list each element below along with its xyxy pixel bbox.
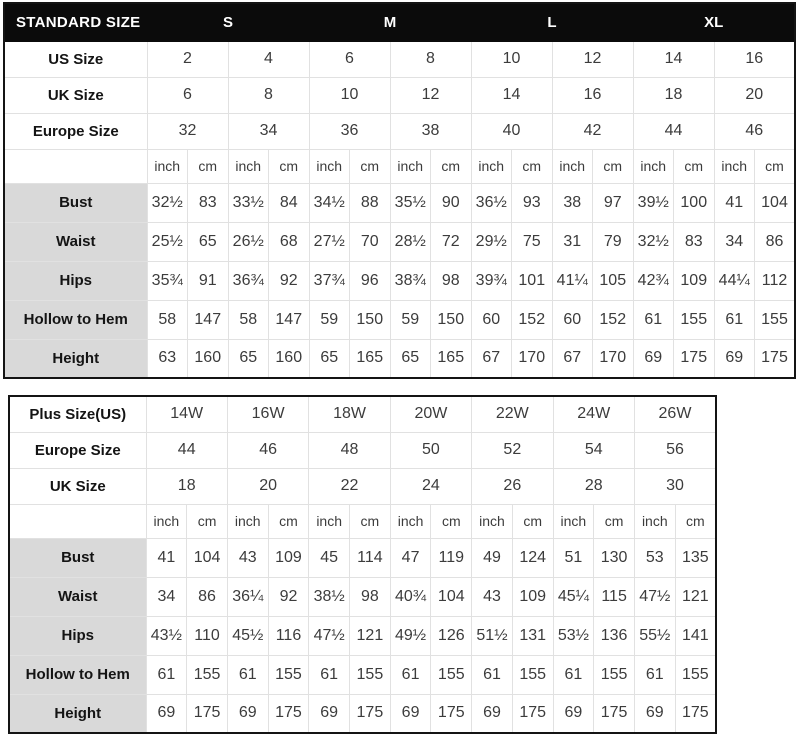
measurement-value-cell: 36½ xyxy=(471,183,512,222)
measurement-value-cell: 112 xyxy=(755,261,796,300)
measurement-value-cell: 104 xyxy=(187,538,228,577)
unit-cm: cm xyxy=(593,149,634,183)
measurement-value-cell: 61 xyxy=(227,655,268,694)
row-label-height: Height xyxy=(9,694,146,733)
measurement-value-cell: 43½ xyxy=(146,616,187,655)
size-value-cell: 52 xyxy=(472,432,553,468)
measurement-value-cell: 93 xyxy=(512,183,553,222)
measurement-value-cell: 47½ xyxy=(309,616,350,655)
measurement-value-cell: 45½ xyxy=(227,616,268,655)
row-label-height: Height xyxy=(4,339,147,378)
size-value-cell: 8 xyxy=(390,41,471,77)
row-label-hollow-to-hem: Hollow to Hem xyxy=(9,655,146,694)
measurement-value-cell: 61 xyxy=(146,655,187,694)
unit-inch: inch xyxy=(390,149,431,183)
row-label-us-size: US Size xyxy=(4,41,147,77)
measurement-value-cell: 32½ xyxy=(633,222,674,261)
measurement-value-cell: 101 xyxy=(512,261,553,300)
size-value-cell: 4 xyxy=(228,41,309,77)
measurement-value-cell: 165 xyxy=(431,339,472,378)
size-value-cell: 6 xyxy=(309,41,390,77)
unit-inch: inch xyxy=(147,149,188,183)
measurement-value-cell: 105 xyxy=(593,261,634,300)
size-value-cell: 20 xyxy=(227,468,308,504)
unit-row-spacer xyxy=(9,504,146,538)
measurement-value-cell: 96 xyxy=(350,261,391,300)
size-row-uk-size xyxy=(9,468,716,504)
size-row-us-size xyxy=(4,41,795,77)
measurement-value-cell: 69 xyxy=(227,694,268,733)
unit-inch: inch xyxy=(472,504,513,538)
measurement-value-cell: 135 xyxy=(675,538,716,577)
measurement-value-cell: 141 xyxy=(675,616,716,655)
size-value-cell: 18 xyxy=(633,77,714,113)
measurement-value-cell: 37¾ xyxy=(309,261,350,300)
measurement-value-cell: 170 xyxy=(593,339,634,378)
measurement-value-cell: 75 xyxy=(512,222,553,261)
size-value-cell: 26 xyxy=(472,468,553,504)
measurement-value-cell: 98 xyxy=(431,261,472,300)
unit-cm: cm xyxy=(755,149,796,183)
measurement-value-cell: 115 xyxy=(594,577,635,616)
measurement-value-cell: 40¾ xyxy=(390,577,431,616)
measurement-value-cell: 69 xyxy=(634,694,675,733)
measurement-value-cell: 35¾ xyxy=(147,261,188,300)
size-value-cell: 56 xyxy=(634,432,716,468)
measurement-value-cell: 175 xyxy=(512,694,553,733)
measurement-value-cell: 47½ xyxy=(634,577,675,616)
measurement-value-cell: 170 xyxy=(512,339,553,378)
unit-cm: cm xyxy=(187,504,228,538)
measurement-value-cell: 61 xyxy=(553,655,594,694)
unit-inch: inch xyxy=(633,149,674,183)
measurement-value-cell: 59 xyxy=(309,300,350,339)
size-value-cell: 12 xyxy=(390,77,471,113)
size-value-cell: 14W xyxy=(146,396,227,432)
size-group-xl: XL xyxy=(633,3,795,41)
measurement-value-cell: 116 xyxy=(268,616,309,655)
measurement-row-bust xyxy=(9,538,716,577)
measurement-value-cell: 41¼ xyxy=(552,261,593,300)
size-value-cell: 38 xyxy=(390,113,471,149)
size-value-cell: 26W xyxy=(634,396,716,432)
measurement-row-waist xyxy=(9,577,716,616)
size-value-cell: 20W xyxy=(390,396,471,432)
unit-cm: cm xyxy=(268,504,309,538)
measurement-value-cell: 175 xyxy=(268,694,309,733)
row-label-bust: Bust xyxy=(9,538,146,577)
measurement-value-cell: 69 xyxy=(146,694,187,733)
measurement-value-cell: 152 xyxy=(512,300,553,339)
measurement-value-cell: 175 xyxy=(755,339,796,378)
measurement-value-cell: 97 xyxy=(593,183,634,222)
measurement-value-cell: 72 xyxy=(431,222,472,261)
unit-cm: cm xyxy=(350,504,391,538)
measurement-value-cell: 49½ xyxy=(390,616,431,655)
measurement-value-cell: 155 xyxy=(674,300,715,339)
size-value-cell: 32 xyxy=(147,113,228,149)
measurement-value-cell: 160 xyxy=(269,339,310,378)
measurement-value-cell: 175 xyxy=(431,694,472,733)
size-value-cell: 24 xyxy=(390,468,471,504)
measurement-value-cell: 175 xyxy=(674,339,715,378)
measurement-value-cell: 114 xyxy=(350,538,391,577)
unit-cm: cm xyxy=(512,504,553,538)
measurement-value-cell: 83 xyxy=(188,183,229,222)
measurement-value-cell: 175 xyxy=(675,694,716,733)
row-label-uk-size: UK Size xyxy=(4,77,147,113)
measurement-value-cell: 121 xyxy=(350,616,391,655)
measurement-row-hollow-to-hem xyxy=(4,300,795,339)
measurement-value-cell: 131 xyxy=(512,616,553,655)
measurement-value-cell: 152 xyxy=(593,300,634,339)
measurement-value-cell: 65 xyxy=(390,339,431,378)
measurement-value-cell: 104 xyxy=(431,577,472,616)
measurement-value-cell: 61 xyxy=(634,655,675,694)
measurement-value-cell: 63 xyxy=(147,339,188,378)
size-value-cell: 10 xyxy=(471,41,552,77)
measurement-row-hollow-to-hem xyxy=(9,655,716,694)
size-value-cell: 18 xyxy=(146,468,227,504)
measurement-value-cell: 58 xyxy=(228,300,269,339)
measurement-value-cell: 61 xyxy=(472,655,513,694)
measurement-value-cell: 150 xyxy=(350,300,391,339)
measurement-value-cell: 69 xyxy=(714,339,755,378)
measurement-value-cell: 29½ xyxy=(471,222,512,261)
measurement-value-cell: 45 xyxy=(309,538,350,577)
measurement-value-cell: 68 xyxy=(269,222,310,261)
measurement-value-cell: 45¼ xyxy=(553,577,594,616)
unit-cm: cm xyxy=(188,149,229,183)
measurement-value-cell: 42¾ xyxy=(633,261,674,300)
unit-header-row xyxy=(4,149,795,183)
measurement-value-cell: 41 xyxy=(714,183,755,222)
size-value-cell: 18W xyxy=(309,396,390,432)
measurement-row-waist xyxy=(4,222,795,261)
size-value-cell: 44 xyxy=(146,432,227,468)
size-value-cell: 6 xyxy=(147,77,228,113)
size-value-cell: 46 xyxy=(227,432,308,468)
measurement-value-cell: 83 xyxy=(674,222,715,261)
measurement-value-cell: 65 xyxy=(188,222,229,261)
size-value-cell: 34 xyxy=(228,113,309,149)
measurement-value-cell: 136 xyxy=(594,616,635,655)
size-value-cell: 16W xyxy=(227,396,308,432)
unit-inch: inch xyxy=(227,504,268,538)
size-value-cell: 8 xyxy=(228,77,309,113)
measurement-value-cell: 109 xyxy=(674,261,715,300)
measurement-value-cell: 92 xyxy=(269,261,310,300)
measurement-value-cell: 104 xyxy=(755,183,796,222)
measurement-value-cell: 160 xyxy=(188,339,229,378)
measurement-value-cell: 88 xyxy=(350,183,391,222)
size-value-cell: 22W xyxy=(472,396,553,432)
measurement-value-cell: 110 xyxy=(187,616,228,655)
measurement-value-cell: 38½ xyxy=(309,577,350,616)
size-value-cell: 20 xyxy=(714,77,795,113)
table-title: STANDARD SIZE xyxy=(4,3,147,41)
row-label-hips: Hips xyxy=(4,261,147,300)
measurement-value-cell: 69 xyxy=(472,694,513,733)
measurement-value-cell: 86 xyxy=(187,577,228,616)
size-value-cell: 14 xyxy=(471,77,552,113)
measurement-value-cell: 155 xyxy=(187,655,228,694)
size-group-m: M xyxy=(309,3,471,41)
measurement-value-cell: 84 xyxy=(269,183,310,222)
unit-inch: inch xyxy=(471,149,512,183)
unit-inch: inch xyxy=(552,149,593,183)
row-label-waist: Waist xyxy=(9,577,146,616)
size-row-europe-size xyxy=(4,113,795,149)
size-group-header-row xyxy=(4,3,795,41)
measurement-value-cell: 126 xyxy=(431,616,472,655)
measurement-value-cell: 34½ xyxy=(309,183,350,222)
size-value-cell: 50 xyxy=(390,432,471,468)
measurement-value-cell: 61 xyxy=(633,300,674,339)
measurement-value-cell: 155 xyxy=(675,655,716,694)
row-label-europe-size: Europe Size xyxy=(9,432,146,468)
measurement-value-cell: 69 xyxy=(309,694,350,733)
measurement-value-cell: 130 xyxy=(594,538,635,577)
measurement-value-cell: 69 xyxy=(390,694,431,733)
unit-cm: cm xyxy=(431,149,472,183)
measurement-value-cell: 41 xyxy=(146,538,187,577)
unit-cm: cm xyxy=(675,504,716,538)
measurement-row-height xyxy=(9,694,716,733)
unit-inch: inch xyxy=(146,504,187,538)
measurement-value-cell: 60 xyxy=(471,300,512,339)
measurement-value-cell: 51 xyxy=(553,538,594,577)
measurement-value-cell: 39¾ xyxy=(471,261,512,300)
measurement-value-cell: 31 xyxy=(552,222,593,261)
measurement-value-cell: 43 xyxy=(227,538,268,577)
measurement-value-cell: 67 xyxy=(552,339,593,378)
row-label-bust: Bust xyxy=(4,183,147,222)
measurement-value-cell: 67 xyxy=(471,339,512,378)
measurement-value-cell: 70 xyxy=(350,222,391,261)
size-value-cell: 48 xyxy=(309,432,390,468)
measurement-value-cell: 38 xyxy=(552,183,593,222)
measurement-row-height xyxy=(4,339,795,378)
measurement-value-cell: 55½ xyxy=(634,616,675,655)
measurement-value-cell: 147 xyxy=(188,300,229,339)
measurement-value-cell: 98 xyxy=(350,577,391,616)
measurement-value-cell: 69 xyxy=(553,694,594,733)
unit-cm: cm xyxy=(350,149,391,183)
measurement-row-hips xyxy=(4,261,795,300)
size-value-cell: 40 xyxy=(471,113,552,149)
measurement-value-cell: 150 xyxy=(431,300,472,339)
unit-cm: cm xyxy=(512,149,553,183)
unit-inch: inch xyxy=(634,504,675,538)
measurement-value-cell: 51½ xyxy=(472,616,513,655)
measurement-value-cell: 26½ xyxy=(228,222,269,261)
unit-cm: cm xyxy=(674,149,715,183)
measurement-value-cell: 36¾ xyxy=(228,261,269,300)
measurement-value-cell: 38¾ xyxy=(390,261,431,300)
size-value-cell: 2 xyxy=(147,41,228,77)
size-value-cell: 24W xyxy=(553,396,634,432)
size-value-cell: 54 xyxy=(553,432,634,468)
measurement-value-cell: 155 xyxy=(755,300,796,339)
measurement-value-cell: 175 xyxy=(350,694,391,733)
row-label-waist: Waist xyxy=(4,222,147,261)
measurement-value-cell: 53 xyxy=(634,538,675,577)
measurement-value-cell: 27½ xyxy=(309,222,350,261)
size-row-plus-size-us xyxy=(9,396,716,432)
unit-cm: cm xyxy=(269,149,310,183)
measurement-value-cell: 65 xyxy=(309,339,350,378)
measurement-value-cell: 39½ xyxy=(633,183,674,222)
measurement-value-cell: 90 xyxy=(431,183,472,222)
measurement-value-cell: 53½ xyxy=(553,616,594,655)
row-label-europe-size: Europe Size xyxy=(4,113,147,149)
measurement-value-cell: 124 xyxy=(512,538,553,577)
size-group-l: L xyxy=(471,3,633,41)
size-value-cell: 46 xyxy=(714,113,795,149)
standard-size-table xyxy=(3,2,796,379)
measurement-value-cell: 61 xyxy=(714,300,755,339)
unit-row-spacer xyxy=(4,149,147,183)
row-label-hollow-to-hem: Hollow to Hem xyxy=(4,300,147,339)
measurement-value-cell: 61 xyxy=(390,655,431,694)
unit-inch: inch xyxy=(714,149,755,183)
measurement-value-cell: 119 xyxy=(431,538,472,577)
measurement-value-cell: 92 xyxy=(268,577,309,616)
measurement-value-cell: 59 xyxy=(390,300,431,339)
size-value-cell: 22 xyxy=(309,468,390,504)
measurement-value-cell: 44¼ xyxy=(714,261,755,300)
unit-inch: inch xyxy=(309,504,350,538)
size-value-cell: 36 xyxy=(309,113,390,149)
measurement-value-cell: 155 xyxy=(350,655,391,694)
size-value-cell: 10 xyxy=(309,77,390,113)
measurement-value-cell: 100 xyxy=(674,183,715,222)
measurement-value-cell: 32½ xyxy=(147,183,188,222)
measurement-value-cell: 175 xyxy=(187,694,228,733)
measurement-value-cell: 60 xyxy=(552,300,593,339)
unit-inch: inch xyxy=(553,504,594,538)
measurement-value-cell: 33½ xyxy=(228,183,269,222)
row-label-hips: Hips xyxy=(9,616,146,655)
size-value-cell: 44 xyxy=(633,113,714,149)
size-row-europe-size xyxy=(9,432,716,468)
size-row-uk-size xyxy=(4,77,795,113)
measurement-value-cell: 49 xyxy=(472,538,513,577)
unit-inch: inch xyxy=(390,504,431,538)
size-value-cell: 12 xyxy=(552,41,633,77)
measurement-value-cell: 61 xyxy=(309,655,350,694)
measurement-value-cell: 43 xyxy=(472,577,513,616)
unit-cm: cm xyxy=(431,504,472,538)
measurement-value-cell: 155 xyxy=(512,655,553,694)
measurement-value-cell: 25½ xyxy=(147,222,188,261)
size-value-cell: 42 xyxy=(552,113,633,149)
unit-cm: cm xyxy=(594,504,635,538)
measurement-value-cell: 121 xyxy=(675,577,716,616)
size-value-cell: 14 xyxy=(633,41,714,77)
measurement-value-cell: 28½ xyxy=(390,222,431,261)
measurement-value-cell: 35½ xyxy=(390,183,431,222)
measurement-value-cell: 155 xyxy=(594,655,635,694)
measurement-value-cell: 34 xyxy=(714,222,755,261)
size-value-cell: 30 xyxy=(634,468,716,504)
measurement-value-cell: 91 xyxy=(188,261,229,300)
measurement-value-cell: 109 xyxy=(512,577,553,616)
measurement-value-cell: 47 xyxy=(390,538,431,577)
size-group-s: S xyxy=(147,3,309,41)
row-label-plus-size-us: Plus Size(US) xyxy=(9,396,146,432)
size-value-cell: 28 xyxy=(553,468,634,504)
measurement-value-cell: 69 xyxy=(633,339,674,378)
measurement-value-cell: 165 xyxy=(350,339,391,378)
measurement-value-cell: 34 xyxy=(146,577,187,616)
measurement-value-cell: 86 xyxy=(755,222,796,261)
measurement-row-bust xyxy=(4,183,795,222)
measurement-value-cell: 79 xyxy=(593,222,634,261)
measurement-value-cell: 147 xyxy=(269,300,310,339)
measurement-value-cell: 109 xyxy=(268,538,309,577)
measurement-value-cell: 58 xyxy=(147,300,188,339)
measurement-value-cell: 155 xyxy=(268,655,309,694)
measurement-value-cell: 175 xyxy=(594,694,635,733)
size-value-cell: 16 xyxy=(714,41,795,77)
unit-header-row xyxy=(9,504,716,538)
measurement-value-cell: 155 xyxy=(431,655,472,694)
plus-size-table xyxy=(8,395,717,734)
measurement-value-cell: 65 xyxy=(228,339,269,378)
unit-inch: inch xyxy=(228,149,269,183)
size-value-cell: 16 xyxy=(552,77,633,113)
row-label-uk-size: UK Size xyxy=(9,468,146,504)
measurement-value-cell: 36¼ xyxy=(227,577,268,616)
measurement-row-hips xyxy=(9,616,716,655)
unit-inch: inch xyxy=(309,149,350,183)
